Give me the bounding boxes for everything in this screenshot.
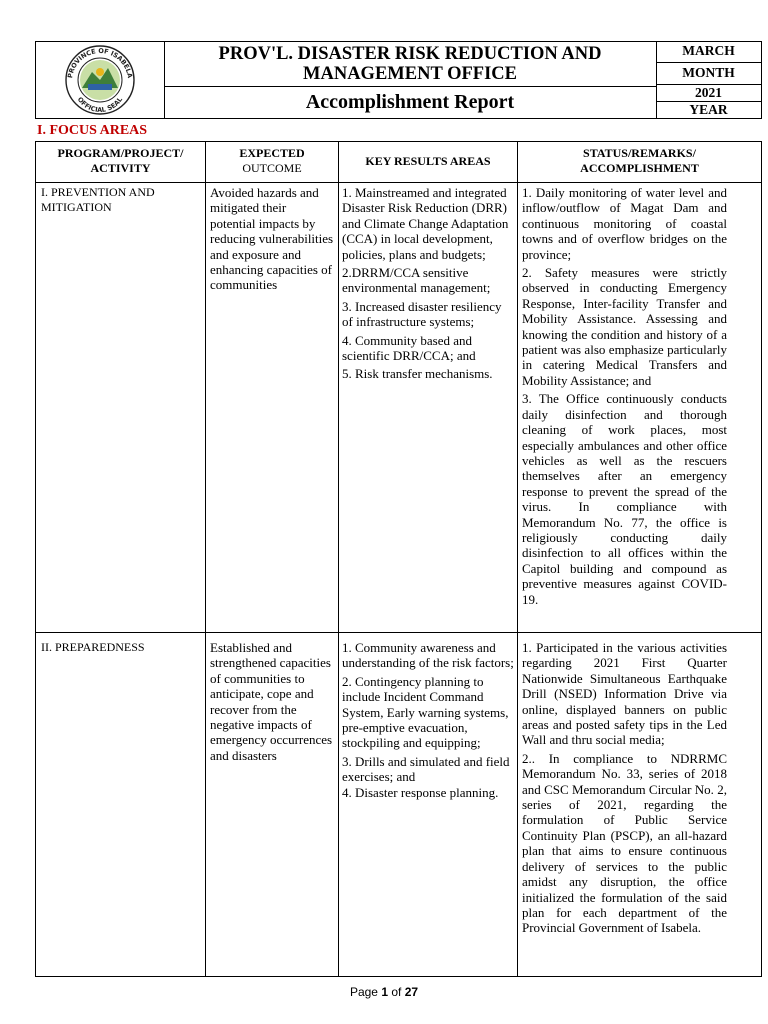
month-label: MONTH (682, 65, 735, 80)
program-cell (41, 640, 201, 655)
column-header-program (36, 146, 205, 176)
year-label: YEAR (689, 102, 728, 117)
report-header (35, 41, 762, 119)
program-text: I. PREVENTION AND (41, 185, 155, 199)
kra-item: 5. Risk transfer mechanisms. (342, 366, 493, 382)
kra-item: 2. Contingency planning to include Incident Command System, Early warning systems, pre-emptive evacuation, stockpiling and equipping; (342, 673, 509, 751)
header-row-divider (36, 182, 761, 183)
kra-item: 3. Drills and simulated and field exercises; and (342, 753, 510, 785)
month-value: MARCH (682, 43, 735, 58)
page-total: 27 (404, 985, 419, 999)
column-divider (205, 142, 206, 976)
status-item: 2.. In compliance to NDRRMC Memorandum No. 33, series of 2018 and CSC Memorandum Circular No. 2, series of 2021, regarding the formulation of Public Service Continuity Plan (PSCP), an all-hazard plan that aims to ensure continuous delivery of services to the public amidst any disruption, the office initialized the formulation of the said plan for each department of the Provincial Government of Isabela. (522, 750, 727, 936)
status-item: 1. Participated in the various activities regarding 2021 First Quarter Nationwide Simultaneous Earthquake Drill (NSED) Information Drive via online, displayed banners on public areas and posted safety tips in the Led Wall and thru social media; (522, 640, 727, 748)
report-title: Accomplishment Report (305, 91, 515, 113)
status-cell (522, 185, 727, 610)
column-header-kra: KEY RESULTS AREAS (365, 154, 491, 168)
header-text: OUTCOME (242, 161, 302, 175)
of-word: of (391, 985, 402, 999)
header-text: ACCOMPLISHMENT (580, 161, 699, 175)
title-cell (164, 42, 657, 118)
column-divider (517, 142, 518, 976)
header-text: EXPECTED (239, 146, 305, 160)
column-header-status (518, 146, 761, 176)
program-cell (41, 185, 201, 215)
program-text: II. PREPAREDNESS (41, 640, 145, 654)
title-divider (164, 86, 656, 87)
seal-bottom-text: OFFICIAL SEAL (75, 95, 125, 115)
page-number: 1 (381, 985, 388, 999)
logo-cell (36, 42, 165, 118)
page-word: Page (349, 985, 378, 999)
row-divider (36, 632, 761, 633)
kra-item: 4. Disaster response planning. (342, 784, 499, 800)
kra-item: 3. Increased disaster resiliency of infrastructure systems; (342, 298, 502, 330)
page-footer (0, 985, 768, 999)
office-name-line2: MANAGEMENT OFFICE (303, 64, 517, 84)
header-text: ACTIVITY (90, 161, 151, 175)
outcome-cell (210, 185, 334, 296)
status-item: 2. Safety measures were strictly observed in conducting Emergency Response, Inter-facility Transfer and Mobility Assistance. Assessing and knowing the condition and history of a patient was also emphasize particularly in catering Medical Transfers and Mobility Assistance; and (522, 265, 727, 388)
period-divider (656, 62, 761, 63)
kra-item: 2.DRRM/CCA sensitive environmental management; (342, 265, 491, 296)
outcome-text: Established and strengthened capacities of communities to anticipate, cope and recover from the negative impacts of emergency occurrences and disasters (210, 640, 333, 763)
status-item: 3. The Office continuously conducts daily disinfection and thorough cleaning of work places, most especially ambulances and other office vehicles as well as the rescuers themselves after an emergency response to prevent the spread of the virus. In compliance with Memorandum No. 77, the office is religiously conducting daily disinfection to all offices within the Capitol building and compound as preventive measures against COVID-19. (522, 391, 727, 607)
section-title: I. FOCUS AREAS (37, 123, 148, 138)
outcome-cell (210, 640, 334, 766)
office-name-line1: PROV'L. DISASTER RISK REDUCTION AND (218, 44, 602, 64)
kra-cell (342, 185, 514, 385)
header-text: PROGRAM/PROJECT/ (57, 146, 184, 160)
period-cell (656, 42, 761, 118)
kra-item: 1. Community awareness and understanding of the risk factors; (342, 640, 514, 671)
kra-item: 1. Mainstreamed and integrated Disaster Risk Reduction (DRR) and Climate Change Adaptation (CCA) in local development, policies, plans and budgets; (342, 185, 509, 262)
status-cell (522, 640, 727, 939)
kra-item: 4. Community based and scientific DRR/CCA; and (342, 332, 476, 364)
kra-cell (342, 640, 514, 803)
province-seal-icon (50, 44, 150, 116)
column-header-outcome (206, 146, 338, 176)
status-item: 1. Daily monitoring of water level and inflow/outflow of Magat Dam and continuous monitoring of coastal towns and of overflow bridges on the province; (522, 185, 727, 262)
header-text: STATUS/REMARKS/ (583, 146, 696, 160)
program-text: MITIGATION (41, 200, 112, 214)
seal-top-text: PROVINCE OF ISABELA (66, 46, 134, 79)
outcome-text: Avoided hazards and mitigated their potential impacts by reducing vulnerabilities and exposure and enhancing capacities of communities (210, 185, 334, 293)
column-divider (338, 142, 339, 976)
focus-areas-table (35, 141, 762, 977)
year-value: 2021 (695, 85, 722, 100)
